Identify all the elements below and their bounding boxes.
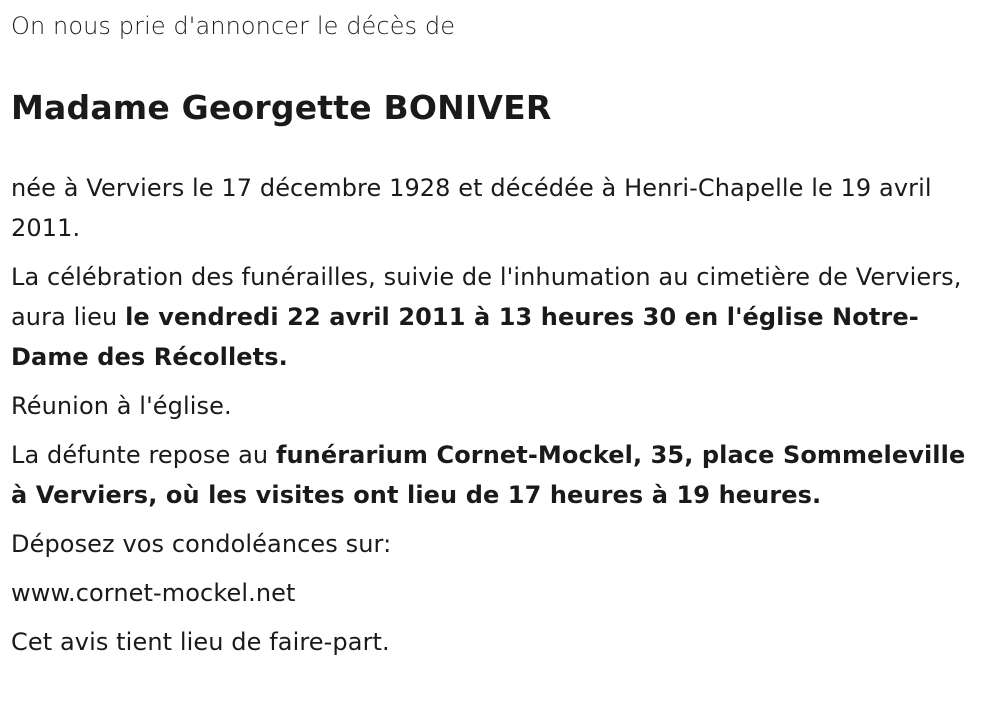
birth-death-paragraph: née à Verviers le 17 décembre 1928 et décédée à Henri-Chapelle le 19 avril 2011. — [11, 174, 932, 242]
funerarium-text: La défunte repose au — [11, 441, 276, 469]
deceased-name: Madame Georgette BONIVER — [11, 88, 552, 127]
funeral-text: La célébration des funérailles, suivie de l'inhumation au cimetière de Verviers, aura lieu — [11, 263, 962, 331]
condolences-paragraph: Déposez vos condoléances sur: — [11, 530, 392, 558]
closing-paragraph: Cet avis tient lieu de faire-part. — [11, 628, 390, 656]
funeral-paragraph — [11, 257, 988, 377]
intro-line: On nous prie d'annoncer le décès de — [11, 12, 456, 40]
funerarium-details: funérarium Cornet-Mockel, 35, place Sommeleville à Verviers, où les visites ont lieu de 17 heures à 19 heures. — [11, 441, 966, 509]
funeral-details: le vendredi 22 avril 2011 à 13 heures 30 en l'église Notre-Dame des Récollets. — [11, 303, 919, 371]
reunion-paragraph: Réunion à l'église. — [11, 392, 232, 420]
funerarium-paragraph — [11, 435, 988, 515]
website-link: www.cornet-mockel.net — [11, 579, 296, 607]
